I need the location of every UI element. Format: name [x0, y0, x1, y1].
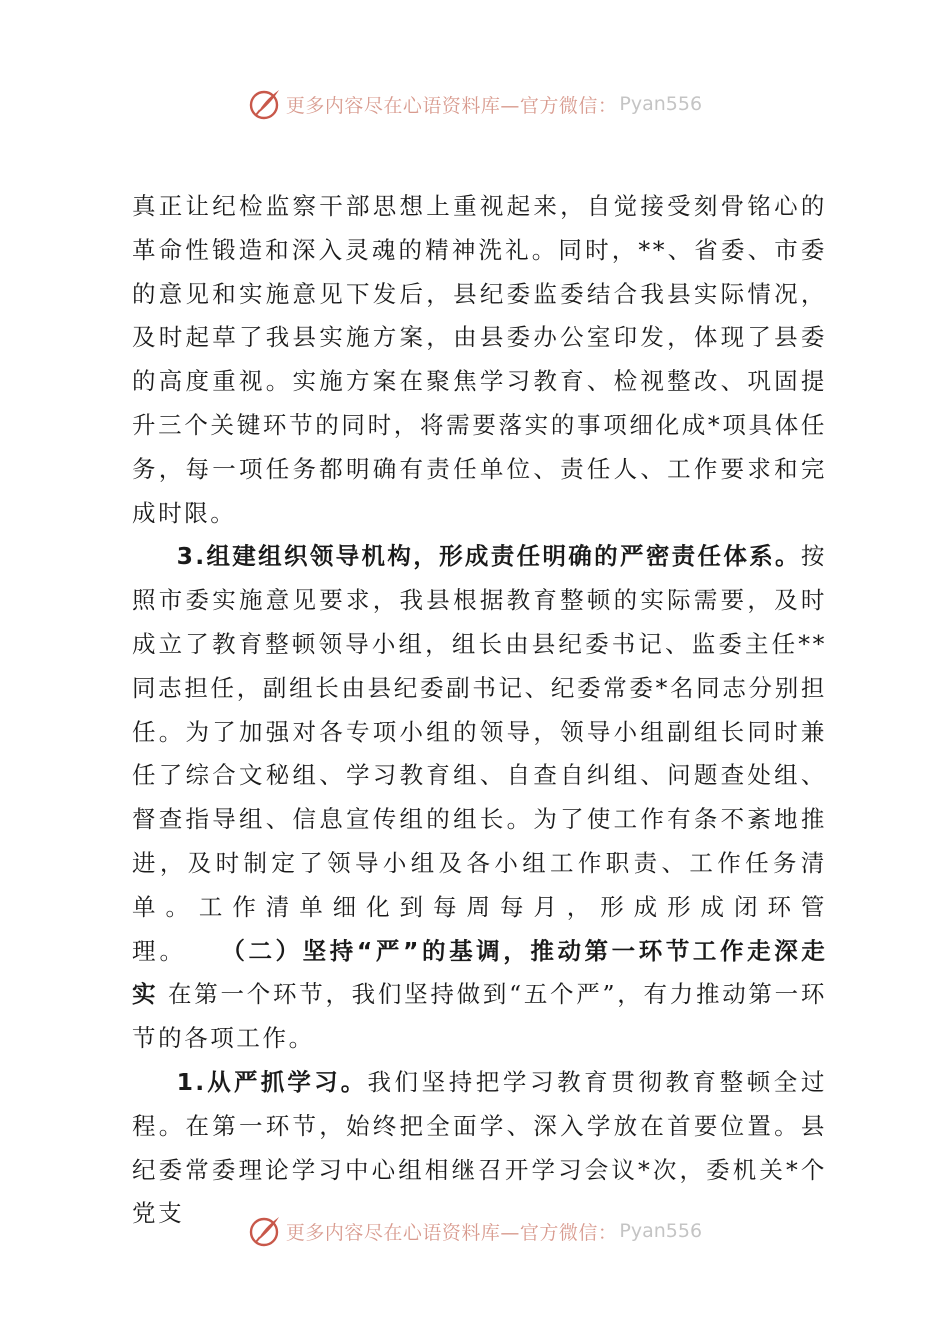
item-heading: 1.从严抓学习。 — [176, 1067, 368, 1096]
watermark-wechat-id: Pyan556 — [619, 1220, 703, 1242]
header-watermark — [0, 81, 950, 127]
section-heading: （二）坚持“严”的基调，推动第一环节工作走深走实 — [132, 936, 827, 1009]
watermark-wechat-id: Pyan556 — [619, 93, 703, 115]
quill-logo-icon — [248, 87, 282, 121]
paragraph-item-3 — [132, 535, 827, 1061]
paragraph-text: 真正让纪检监察干部思想上重视起来，自觉接受刻骨铭心的革命性锻造和深入灵魂的精神洗礼。同时，**、省委、市委的意见和实施意见下发后，县纪委监委结合我县实际情况，及时起草了我县实施方案，由县委办公室印发，体现了县委的高度重视。实施方案在聚焦学习教育、检视整改、巩固提升三个关键环节的同时，将需要落实的事项细化成*项具体任务，每一项任务都明确有责任单位、责任人、工作要求和完成时限。 — [132, 192, 827, 527]
document-body — [132, 185, 827, 1236]
watermark-text: 更多内容尽在心语资料库—官方微信： — [285, 94, 618, 117]
item-heading: 3.组建组织领导机构，形成责任明确的严密责任体系。 — [176, 542, 801, 571]
paragraph-text: 我们坚持把学习教育贯彻教育整顿全过程。在第一环节，始终把全面学、深入学放在首要位置。县纪委常委理论学习中心组相继召开学习会议*次，委机关*个党支 — [132, 1067, 827, 1228]
watermark-text: 更多内容尽在心语资料库—官方微信： — [285, 1221, 618, 1244]
paragraph-continued — [132, 185, 827, 535]
paragraph-text: 在第一个环节，我们坚持做到“五个严”，有力推动第一环节的各项工作。 — [132, 980, 827, 1053]
paragraph-text: 按照市委实施意见要求，我县根据教育整顿的实际需要，及时成立了教育整顿领导小组，组长由县纪委书记、监委主任**同志担任，副组长由县纪委副书记、纪委常委*名同志分别担任。为了加强对各专项小组的领导，领导小组副组长同时兼任了综合文秘组、学习教育组、自查自纠组、问题查处组、督查指导组、信息宣传组的组长。为了使工作有条不紊地推进，及时制定了领导小组及各小组工作职责、工作任务清单。工作清单细化到每周每月，形成形成闭环管理。 — [132, 542, 827, 965]
footer-watermark — [0, 1208, 950, 1254]
quill-logo-icon — [248, 1214, 282, 1248]
